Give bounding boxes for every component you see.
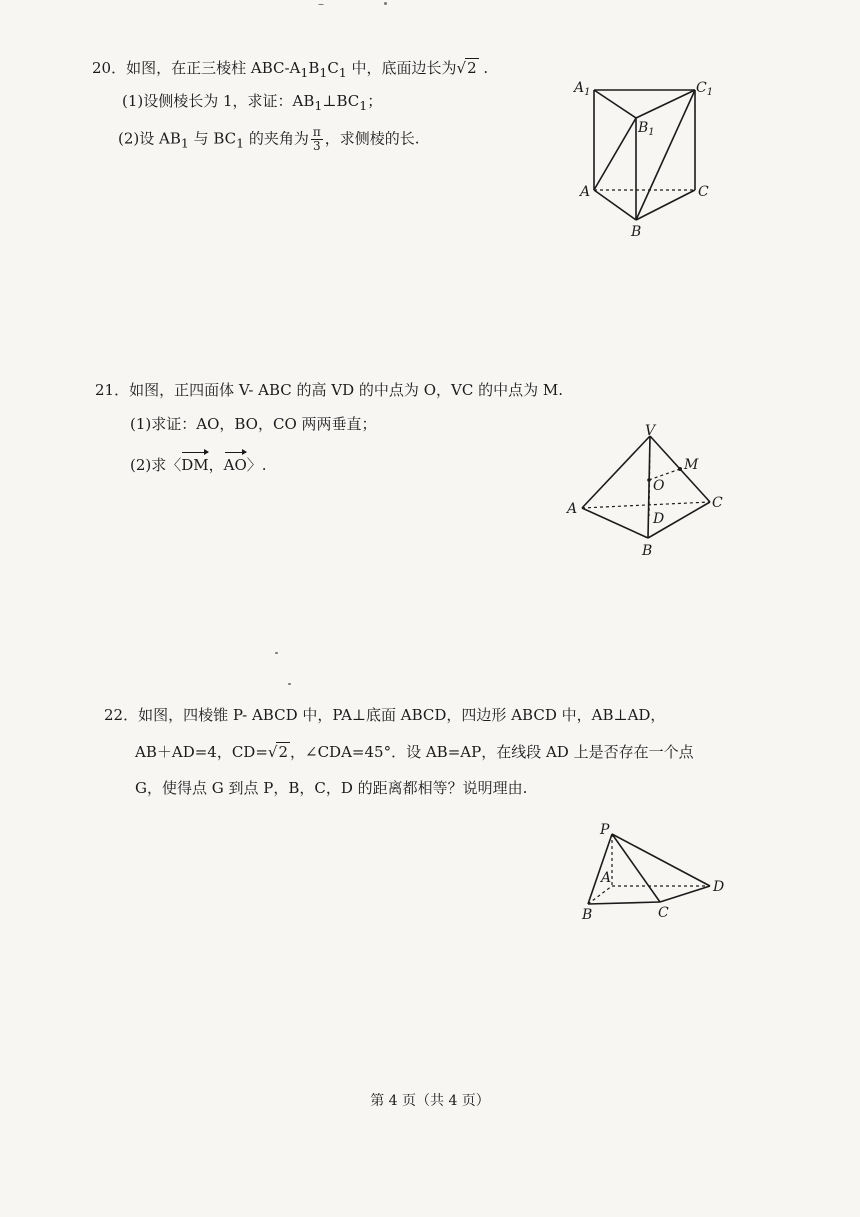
q20-part2-text: 与 BC [188,129,237,148]
label-o: O [653,478,665,494]
label-a: A [567,501,578,517]
radicand: 2 [278,743,289,761]
q21-part2-text: ， [208,456,224,474]
fraction-denominator: 3 [313,139,321,153]
label-a: A [601,870,612,886]
q20-subscript: 1 [338,65,347,80]
q21-part2-text: (2)求〈 [130,456,182,474]
q20-subscript: 1 [300,65,309,80]
label-p: P [600,822,610,838]
label-d: D [713,879,725,895]
q21-part2-text: 〉. [246,456,267,474]
q21-stem [95,380,563,400]
vector-ao: AO [224,451,247,475]
sqrt-sign: √2 [456,59,477,77]
q20-stem-text: B [308,59,320,77]
q20-subscript: 1 [236,135,245,151]
q20-part1-text: ； [367,92,383,110]
q22-line1 [104,705,665,725]
label-a1: $A_1$ [574,80,591,98]
q20-subscript: 1 [314,98,323,113]
edge-pd [612,834,710,886]
edge-a1b1 [594,90,636,118]
q20-stem-text: 如图，在正三棱柱 ABC-A [126,59,301,77]
q22-line2 [135,742,694,762]
q20-stem [92,58,488,83]
q20-part2-text: 的夹角为 [244,129,309,148]
q20-subscript: 1 [319,65,328,80]
q21-part2 [130,451,267,475]
edge-va [582,436,650,508]
page-footer: 第 4 页（共 4 页） [370,1093,490,1109]
label-d: D [653,511,665,527]
label-c: C [658,905,669,921]
q20-part2 [118,126,420,154]
edge-cd [660,886,710,902]
segment-ab1 [594,118,636,190]
edge-ab [594,190,636,220]
edge-pc [612,834,660,902]
q20-part1-text: (1)设侧棱长为 1，求证：AB [122,92,315,110]
q22-line3: G，使得点 G 到点 P，B，C，D 的距离都相等？说明理由. [135,779,528,797]
label-c: C [698,184,709,200]
q20-prism-figure [570,72,720,242]
q21-part1: (1)求证：AO，BO，CO 两两垂直； [130,415,377,433]
label-m: M [684,457,699,473]
edge-pb [588,834,612,904]
q22-line2-text: AB＋AD=4，CD= [135,743,268,761]
label-c: C [712,495,723,511]
point-m [678,467,682,471]
q20-stem-text: 中，底面边长为 [346,59,457,77]
label-b: B [631,224,642,240]
sqrt-sign: √2 [267,743,289,761]
label-c1: $C_1$ [696,80,714,98]
label-b1: $B_1$ [638,120,655,138]
edge-ab [582,508,648,538]
q22-line2-text: ，∠CDA=45°．设 AB=AP，在线段 AD 上是否存在一个点 [290,743,694,761]
edge-bc [588,902,660,904]
edge-b1c1 [636,90,695,118]
q20-subscript: 1 [359,98,368,113]
vector-dm: DM [181,451,208,475]
label-a: A [580,184,591,200]
edge-ac-hidden [582,502,710,508]
segment-bc1 [636,90,695,220]
edge-bc [636,190,695,220]
q20-part2-text: ，求侧棱的长. [324,129,420,148]
label-b: B [642,543,653,559]
q20-part1 [122,91,382,116]
label-b: B [582,907,593,923]
q20-part2-text: (2)设 AB [118,129,181,148]
fraction [311,126,323,153]
scan-speck [384,2,387,5]
radicand: 2 [467,59,477,77]
scan-speck [275,652,278,654]
fraction-numerator: π [312,125,321,139]
q22-line1-text: 如图，四棱锥 P- ABCD 中，PA⊥底面 ABCD，四边形 ABCD 中，AB⊥AD， [138,706,666,724]
q20-stem-text: C [327,59,339,77]
q22-pyramid-figure [580,820,740,925]
q21-number: 21． [95,381,130,399]
q21-tetrahedron-figure [562,420,732,562]
label-v: V [645,423,656,439]
scan-speck [288,683,291,685]
q20-number: 20． [92,59,127,77]
q22-number: 22． [104,706,139,724]
q21-stem-text: 如图，正四面体 V- ABC 的高 VD 的中点为 O，VC 的中点为 M. [129,381,563,399]
q20-part1-text: ⊥BC [322,92,360,110]
point-o [647,478,651,482]
q20-subscript: 1 [180,135,189,151]
scan-speck [318,4,324,5]
q20-stem-text: . [478,59,489,77]
